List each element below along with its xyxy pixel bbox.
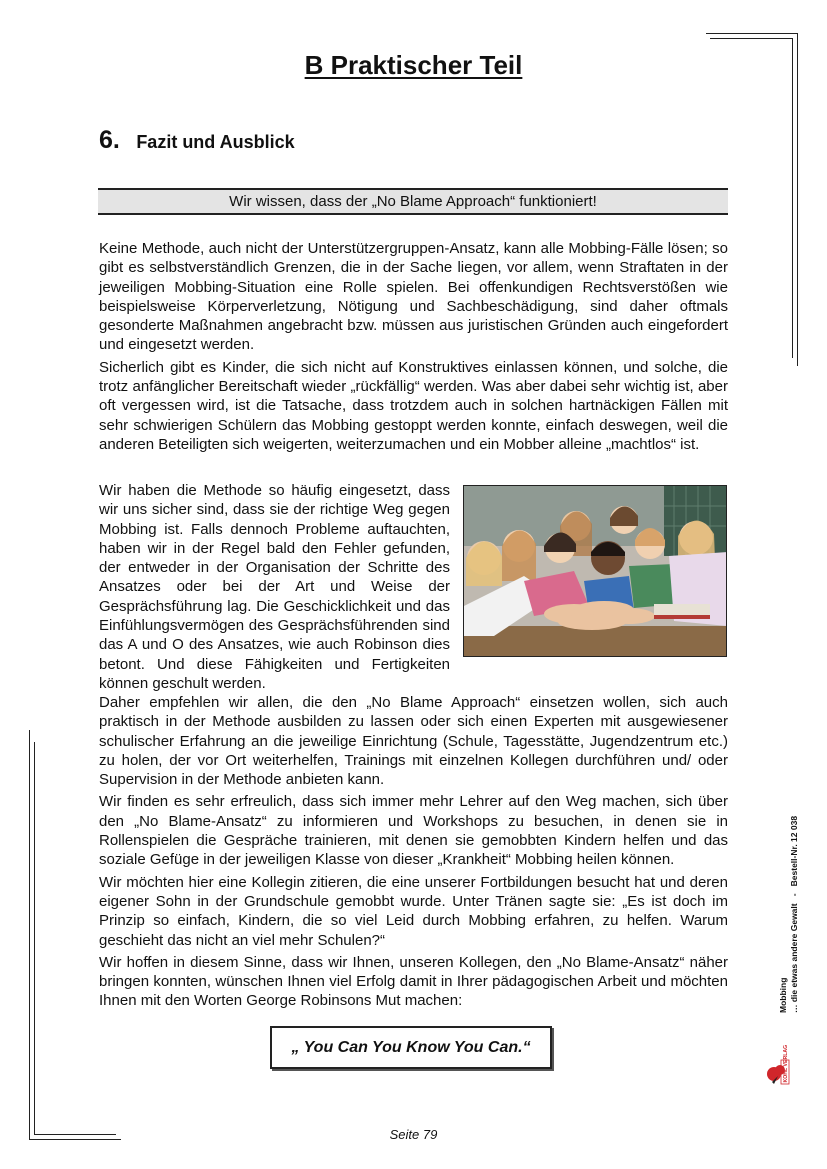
- paragraph-training: Daher empfehlen wir allen, die den „No Blame Approach“ einsetzen wollen, sich auch praktisch in der Methode ausbilden zu lassen oder sich einen Experten mit ausgewiesener schulischer Erfahrung an die jeweilige Einrichtung (Schule, Tagesstätte, Jugendzentrum etc.) zu holen, der vor Ort weiterhelfen, Trainings mit einzelnen Kollegen durchführen und/ oder Supervision in der Methode anbieten kann.: [99, 694, 728, 789]
- paragraph-workshops: Wir finden es sehr erfreulich, dass sich immer mehr Lehrer auf den Weg machen, sich über den „No Blame-Ansatz“ zu informieren und Workshops zu besuchen, in denen sie in Rollenspielen die Gespräche trainieren, mit denen sie gemobbten Kindern helfen und das soziale Gefüge in der jeweiligen Klasse von dieser „Krankheit“ Mobbing heilen können.: [99, 793, 728, 869]
- side-subtitle-row: [789, 816, 800, 1013]
- robinson-quote-box: „ You Can You Know You Can.“: [270, 1026, 552, 1069]
- paragraph-experience: Wir haben die Methode so häufig eingesetzt, dass wir uns sicher sind, dass sie der richtige Weg gegen Mobbing ist. Falls dennoch Probleme auftauchten, haben wir in der Regel bald den Fehler gefunden, der entweder in der Organisation der Schritte des Ansatzes oder bei der Art und Weise der Gesprächsführung lag. Die Geschicklichkeit und das Einfühlungsvermögen des Gesprächsführenden sind das A und O des Ansatzes, wie auch Robinson dies betont. Und diese Fähigkeiten und Fertigkeiten können geschult werden.: [99, 482, 450, 692]
- paragraph-colleague-quote: Wir möchten hier eine Kollegin zitieren, die eine unserer Fortbildungen besucht hat und deren eigener Sohn in der Grundschule gemobbt wurde. Unter Tränen sagte sie: „Es ist doch im Prinzip so einfach, Kindern, die so viel Leid durch Mobbing erfahren, zu helfen. Warum geschieht das nicht an viel mehr Schulen?“: [99, 873, 728, 949]
- page-title: B Praktischer Teil: [304, 50, 523, 80]
- section-heading: [99, 126, 295, 155]
- side-subtitle: … die etwas andere Gewalt: [789, 903, 799, 1013]
- frame-top-right-h2: [710, 38, 792, 39]
- paragraph-relapse: Sicherlich gibt es Kinder, die sich nicht auf Konstruktives einlassen können, und solche, die trotz anfänglicher Bereitschaft wieder „rückfällig“ werden. Was aber dabei sehr wichtig ist, aber oft vergessen wird, ist die Tatsache, dass trotzdem auch in solchen hartnäckigen Fällen mit sehr schwierigen Schülern das Mobbing gestoppt werden konnte, einfach deswegen, weil die anderen Beteiligten sich weigerten, weiterzumachen und ein Mobber alleine „machtlos“ ist.: [99, 358, 728, 453]
- frame-bottom-left-v2: [34, 742, 35, 1135]
- paragraph-closing: Wir hoffen in diesem Sinne, dass wir Ihnen, unseren Kollegen, den „No Blame-Ansatz“ näher bringen konnten, wünschen Ihnen viel Erfolg damit in Ihrer pädagogischen Arbeit und möchten Ihnen mit den Worten George Robinsons Mut machen:: [99, 953, 728, 1010]
- frame-bottom-left-v1: [29, 730, 30, 1140]
- side-separator: -: [789, 893, 799, 897]
- body-text-beside-photo: [99, 481, 450, 696]
- frame-top-right-h1: [706, 33, 798, 34]
- body-text-top: [99, 239, 728, 457]
- frame-top-right-v1: [797, 33, 798, 366]
- banner: Wir wissen, dass der „No Blame Approach“ funktioniert!: [98, 188, 728, 215]
- page-number: Seite 79: [389, 1127, 438, 1142]
- section-title: Fazit und Ausblick: [136, 132, 295, 152]
- side-order-number: Bestell-Nr. 12 038: [789, 815, 799, 887]
- photo-illustration: [464, 486, 727, 657]
- section-number: 6.: [99, 126, 120, 154]
- kohl-logo-icon: [764, 1030, 796, 1086]
- paragraph-limits: Keine Methode, auch nicht der Unterstützergruppen-Ansatz, kann alle Mobbing-Fälle lösen; so gibt es selbstverständlich Grenzen, die in der Sache liegen, vor allem, wenn Straftaten in der jeweiligen Mobbing-Situation eine Rolle spielen. Bei offenkundigen Rechtsverstößen wie beispielsweise Körperverletzung, Nötigung und Sachbeschädigung, sind daher oftmals gesonderte Maßnahmen angebracht bzw. müssen aus juristischen Gründen auch eingefordert und eingesetzt werden.: [99, 240, 728, 354]
- kohl-verlag-logo: [764, 1030, 796, 1086]
- side-title: Mobbing: [778, 977, 788, 1013]
- logo-text: KOHL VERLAG: [783, 1044, 789, 1083]
- side-publication-info: [778, 816, 800, 1013]
- frame-top-right-v2: [792, 38, 793, 358]
- children-hands-together-photo: [463, 485, 727, 657]
- body-text-bottom: [99, 693, 728, 1014]
